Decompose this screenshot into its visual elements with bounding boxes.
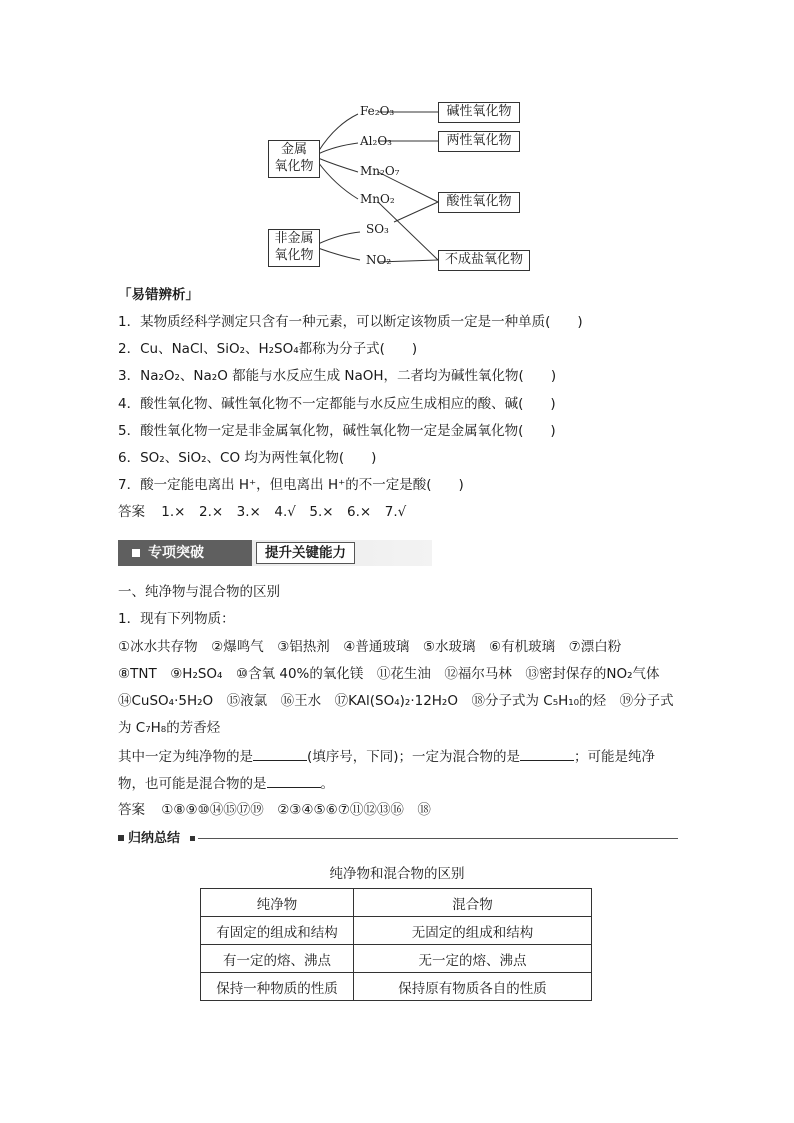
bracket-close-icon: 」: [185, 287, 199, 303]
substance-line: 为 C₇H₈的芳香烃: [118, 720, 221, 736]
errors-heading-text: 易错辨析: [131, 287, 186, 303]
table-cell: 有固定的组成和结构: [201, 917, 354, 945]
substance-line: ⑭CuSO₄·5H₂O ⑮液氯 ⑯王水 ⑰KAl(SO₄)₂·12H₂O ⑱分子式为 C₅H₁₀的烃 ⑲分子式: [118, 693, 674, 709]
error-item: 2．Cu、NaCl、SiO₂、H₂SO₄都称为分子式( ): [118, 341, 418, 357]
answer-label: 答案: [118, 802, 145, 818]
comparison-table: [200, 888, 592, 1001]
table-header-cell: 纯净物: [201, 889, 354, 917]
table-row: [201, 945, 592, 973]
mn2o7-label: Mn₂O₇: [360, 164, 400, 178]
fe2o3-label: Fe₂O₃: [360, 104, 395, 118]
fill-text: (填序号，下同)；一定为混合物的是: [307, 749, 521, 765]
fill-line-1: [118, 746, 655, 767]
oxide-classification-diagram: [0, 0, 794, 275]
answer-text: 1.× 2.× 3.× 4.√ 5.× 6.× 7.√: [161, 504, 407, 520]
table-header-cell: 混合物: [354, 889, 592, 917]
errors-heading: [118, 285, 199, 305]
error-item: 5．酸性氧化物一定是非金属氧化物，碱性氧化物一定是金属氧化物( ): [118, 423, 556, 439]
table-row: [201, 917, 592, 945]
answer-blank[interactable]: [267, 773, 321, 788]
square-bullet-icon: [190, 836, 195, 841]
so3-label: SO₃: [366, 222, 389, 236]
banner-dark-tab: [118, 540, 252, 566]
error-item: 4．酸性氧化物、碱性氧化物不一定都能与水反应生成相应的酸、碱( ): [118, 396, 556, 412]
section1-title: 一、纯净物与混合物的区别: [118, 584, 280, 600]
question-stem: 1．现有下列物质：: [118, 611, 235, 627]
table-cell: 有一定的熔、沸点: [201, 945, 354, 973]
banner-light-tab: 提升关键能力: [256, 542, 355, 564]
summary-heading-text: 归纳总结: [128, 831, 181, 846]
banner-dark-text: 专项突破: [148, 545, 204, 561]
divider-line: [198, 838, 678, 839]
answer-text: ①⑧⑨⑩⑭⑮⑰⑲ ②③④⑤⑥⑦⑪⑫⑬⑯ ⑱: [161, 802, 431, 818]
fill-text: ；可能是纯净: [574, 749, 656, 765]
error-item: 1．某物质经科学测定只含有一种元素，可以断定该物质一定是一种单质( ): [118, 314, 583, 330]
fill-line-2: [118, 773, 334, 794]
error-item: 7．酸一定能电离出 H⁺，但电离出 H⁺的不一定是酸( ): [118, 477, 464, 493]
table-cell: 保持一种物质的性质: [201, 973, 354, 1001]
answer-label: 答案: [118, 504, 145, 520]
answer-blank[interactable]: [520, 746, 574, 761]
substance-line: ①冰水共存物 ②爆鸣气 ③铝热剂 ④普通玻璃 ⑤水玻璃 ⑥有机玻璃 ⑦漂白粉: [118, 639, 622, 655]
square-bullet-icon: [132, 549, 140, 557]
error-item: 3．Na₂O₂、Na₂O 都能与水反应生成 NaOH，二者均为碱性氧化物( ): [118, 368, 557, 384]
al2o3-label: Al₂O₃: [360, 134, 392, 148]
mno2-label: MnO₂: [360, 192, 395, 206]
substance-line: ⑧TNT ⑨H₂SO₄ ⑩含氧 40%的氧化镁 ⑪花生油 ⑫福尔马林 ⑬密封保存的NO₂气体: [118, 666, 660, 682]
square-bullet-icon: [118, 835, 124, 841]
acidic-oxide-box: 酸性氧化物: [438, 192, 520, 213]
metal-oxide-box: 金属 氧化物: [268, 140, 320, 178]
error-item: 6．SO₂、SiO₂、CO 均为两性氧化物( ): [118, 450, 377, 466]
fill-text: 。: [320, 776, 334, 792]
nonmetal-oxide-box: 非金属 氧化物: [268, 229, 320, 267]
fill-text: 其中一定为纯净物的是: [118, 749, 253, 765]
section-banner: [118, 540, 432, 566]
no2-label: NO₂: [366, 253, 392, 267]
table-cell: 无一定的熔、沸点: [354, 945, 592, 973]
fill-text: 物，也可能是混合物的是: [118, 776, 267, 792]
bracket-open-icon: 「: [118, 287, 132, 303]
errors-answer: [118, 502, 406, 522]
answer-blank[interactable]: [253, 746, 307, 761]
non-salt-oxide-box: 不成盐氧化物: [438, 250, 530, 271]
diagram-connector-lines: [0, 0, 794, 275]
table-cell: 保持原有物质各自的性质: [354, 973, 592, 1001]
basic-oxide-box: 碱性氧化物: [438, 102, 520, 123]
section1-answer: [118, 800, 431, 820]
table-cell: 无固定的组成和结构: [354, 917, 592, 945]
table-header-row: [201, 889, 592, 917]
table-row: [201, 973, 592, 1001]
table-title: 纯净物和混合物的区别: [329, 866, 465, 882]
amphoteric-oxide-box: 两性氧化物: [438, 131, 520, 152]
summary-heading: [118, 830, 678, 848]
